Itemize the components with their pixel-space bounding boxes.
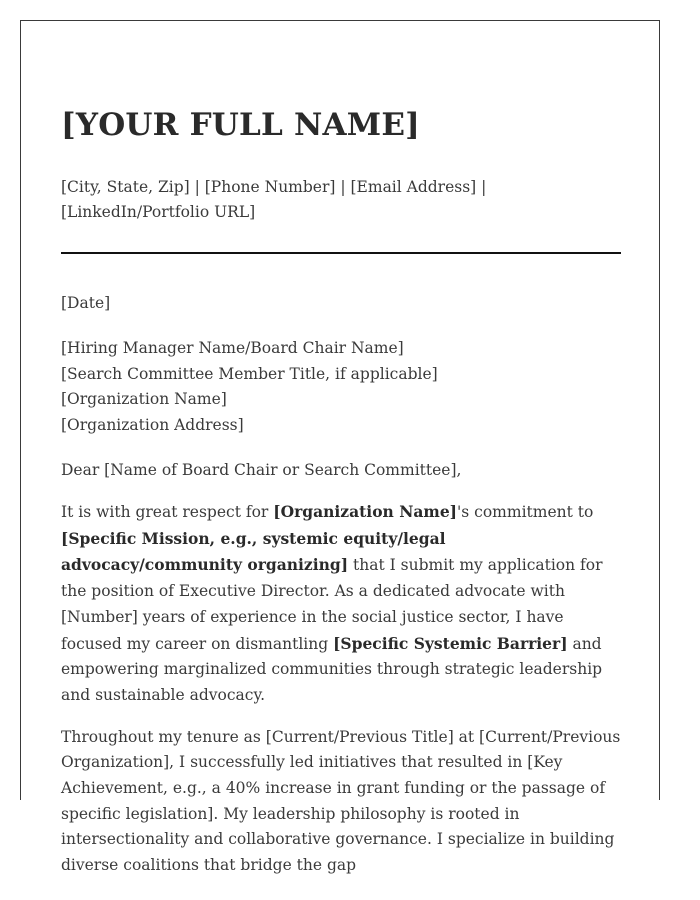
applicant-name: [YOUR FULL NAME] [61,107,421,143]
body-paragraph-2: Throughout my tenure as [Current/Previous Title] at [Current/Previous Organization], I successfully led initiatives that resulted in [Key Achievement, e.g., a 40% increase in grant funding or the passage of specific legislation]. My leadership philosophy is rooted in intersectionality and collaborative governance. I specialize in building diverse coalitions that bridge the gap [61,727,621,875]
letter-content [61,105,621,894]
recipient-organization: [Organization Name] [61,390,227,408]
bold-placeholder-barrier: [Specific Systemic Barrier] [333,633,568,653]
recipient-title: [Search Committee Member Title, if applicable] [61,364,438,383]
paragraph-text: It is with great respect for [61,503,274,521]
letter-page [20,20,660,875]
paragraph-text: that I submit my application for the position of Executive Director. As a dedicated advocate with [Number] years of experience in the social justice sector, I have focused my career on dismantling [61,556,603,653]
recipient-name: [Hiring Manager Name/Board Chair Name] [61,339,404,357]
bold-placeholder-mission: [Specific Mission, e.g., systemic equity/legal advocacy/community organizing] [61,528,446,575]
body-paragraph-1 [61,499,621,709]
bold-placeholder-organization: [Organization Name] [273,502,458,521]
contact-line: [City, State, Zip] | [Phone Number] | [Email Address] | [LinkedIn/Portfolio URL] [61,178,487,221]
paragraph-text: 's commitment to [457,503,594,521]
recipient-address [61,336,621,438]
recipient-org-address: [Organization Address] [61,415,244,434]
salutation: Dear [Name of Board Chair or Search Committee], [61,461,462,479]
header-divider [61,252,621,254]
paragraph-text: and empowering marginalized communities through strategic leadership and sustainable advocacy. [61,634,603,704]
letter-date: [Date] [61,294,111,312]
